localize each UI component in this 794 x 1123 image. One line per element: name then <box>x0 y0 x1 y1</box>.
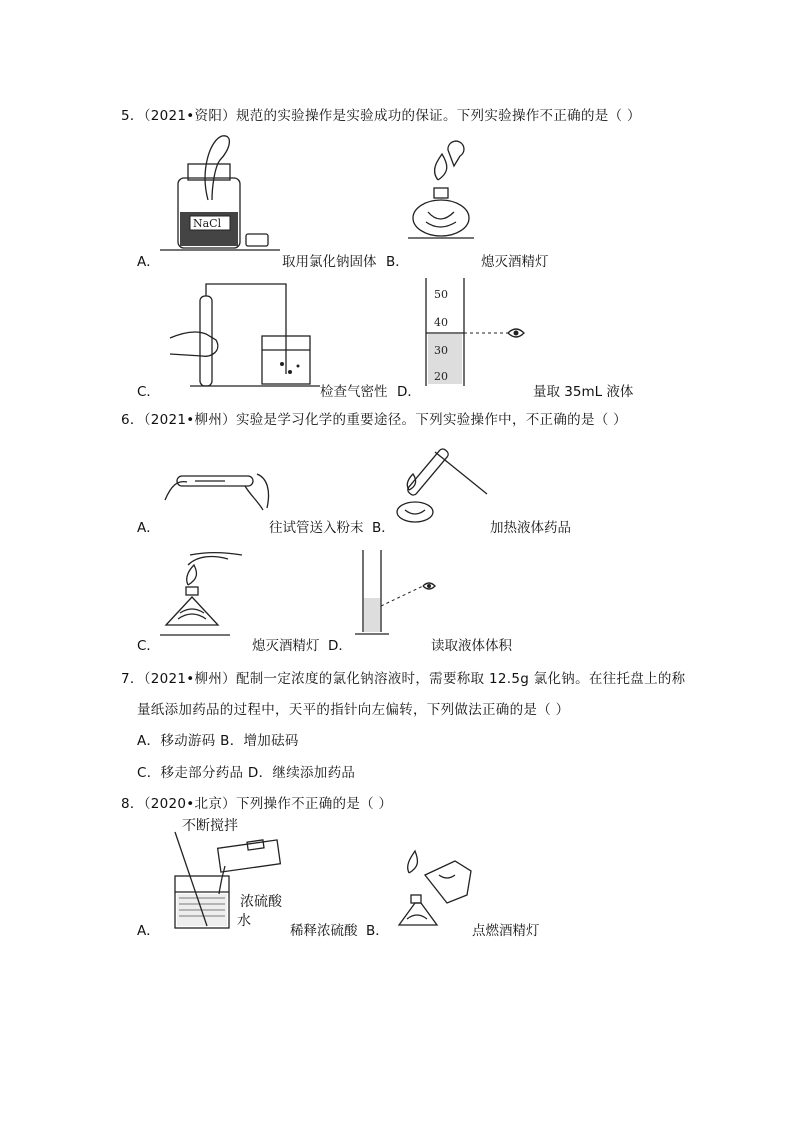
q5-b-letter: B． <box>386 254 409 270</box>
q7-options-ab: A．移动游码 B．增加砝码 <box>137 733 299 749</box>
q8-label-stir: 不断搅拌 <box>182 818 238 834</box>
q7-stem-line1: 7．（2021•柳州）配制一定浓度的氯化钠溶液时，需要称取 12.5g 氯化钠。在往托盘上的称 <box>121 671 686 687</box>
q5-tick-50: 50 <box>434 288 448 301</box>
q5-a-letter: A． <box>137 254 160 270</box>
q5-a-caption: 取用氯化钠固体 <box>282 254 377 270</box>
q5-a-figure <box>160 130 280 240</box>
q6-stem: 6．（2021•柳州）实验是学习化学的重要途径。下列实验操作中，不正确的是（ ） <box>121 412 627 428</box>
q5-d-caption: 量取 35mL 液体 <box>533 384 634 400</box>
q6-d-letter: D． <box>328 638 352 654</box>
q8-stem: 8．（2020•北京）下列操作不正确的是（ ） <box>121 796 393 812</box>
q5-b-caption: 熄灭酒精灯 <box>481 254 549 270</box>
q6-a-caption: 往试管送入粉末 <box>269 520 364 536</box>
q5-b-figure <box>408 140 478 245</box>
q5-stem: 5．（2021•资阳）规范的实验操作是实验成功的保证。下列实验操作不正确的是（ ） <box>121 108 641 124</box>
q8-b-letter: B． <box>366 923 389 939</box>
q5-tick-30: 30 <box>434 344 448 357</box>
q5-nacl-label: NaCl <box>193 217 222 230</box>
q5-d-figure <box>420 278 540 388</box>
q7-stem-line2: 量纸添加药品的过程中，天平的指针向左偏转，下列做法正确的是（ ） <box>137 702 570 718</box>
q6-c-letter: C． <box>137 638 160 654</box>
q5-tick-20: 20 <box>434 370 448 383</box>
q6-b-figure <box>395 430 495 530</box>
q8-b-caption: 点燃酒精灯 <box>472 923 540 939</box>
q5-c-letter: C． <box>137 384 160 400</box>
q5-c-figure <box>170 278 320 388</box>
q6-c-caption: 熄灭酒精灯 <box>252 638 320 654</box>
q5-tick-40: 40 <box>434 316 448 329</box>
q5-c-caption: 检查气密性 <box>320 384 388 400</box>
q8-label-water: 水 <box>237 913 251 929</box>
q8-a-figure <box>165 828 295 933</box>
q7-options-cd: C．移走部分药品 D．继续添加药品 <box>137 765 356 781</box>
q6-a-letter: A． <box>137 520 160 536</box>
q6-c-figure <box>160 545 250 640</box>
q6-a-figure <box>165 460 275 520</box>
q8-a-letter: A． <box>137 923 160 939</box>
q8-a-caption: 稀释浓硫酸 <box>290 923 358 939</box>
q6-d-caption: 读取液体体积 <box>431 638 512 654</box>
q8-label-acid: 浓硫酸 <box>240 894 282 910</box>
q6-b-caption: 加热液体药品 <box>490 520 571 536</box>
q6-d-figure <box>355 550 445 640</box>
q5-d-letter: D． <box>397 384 421 400</box>
q6-b-letter: B． <box>372 520 395 536</box>
